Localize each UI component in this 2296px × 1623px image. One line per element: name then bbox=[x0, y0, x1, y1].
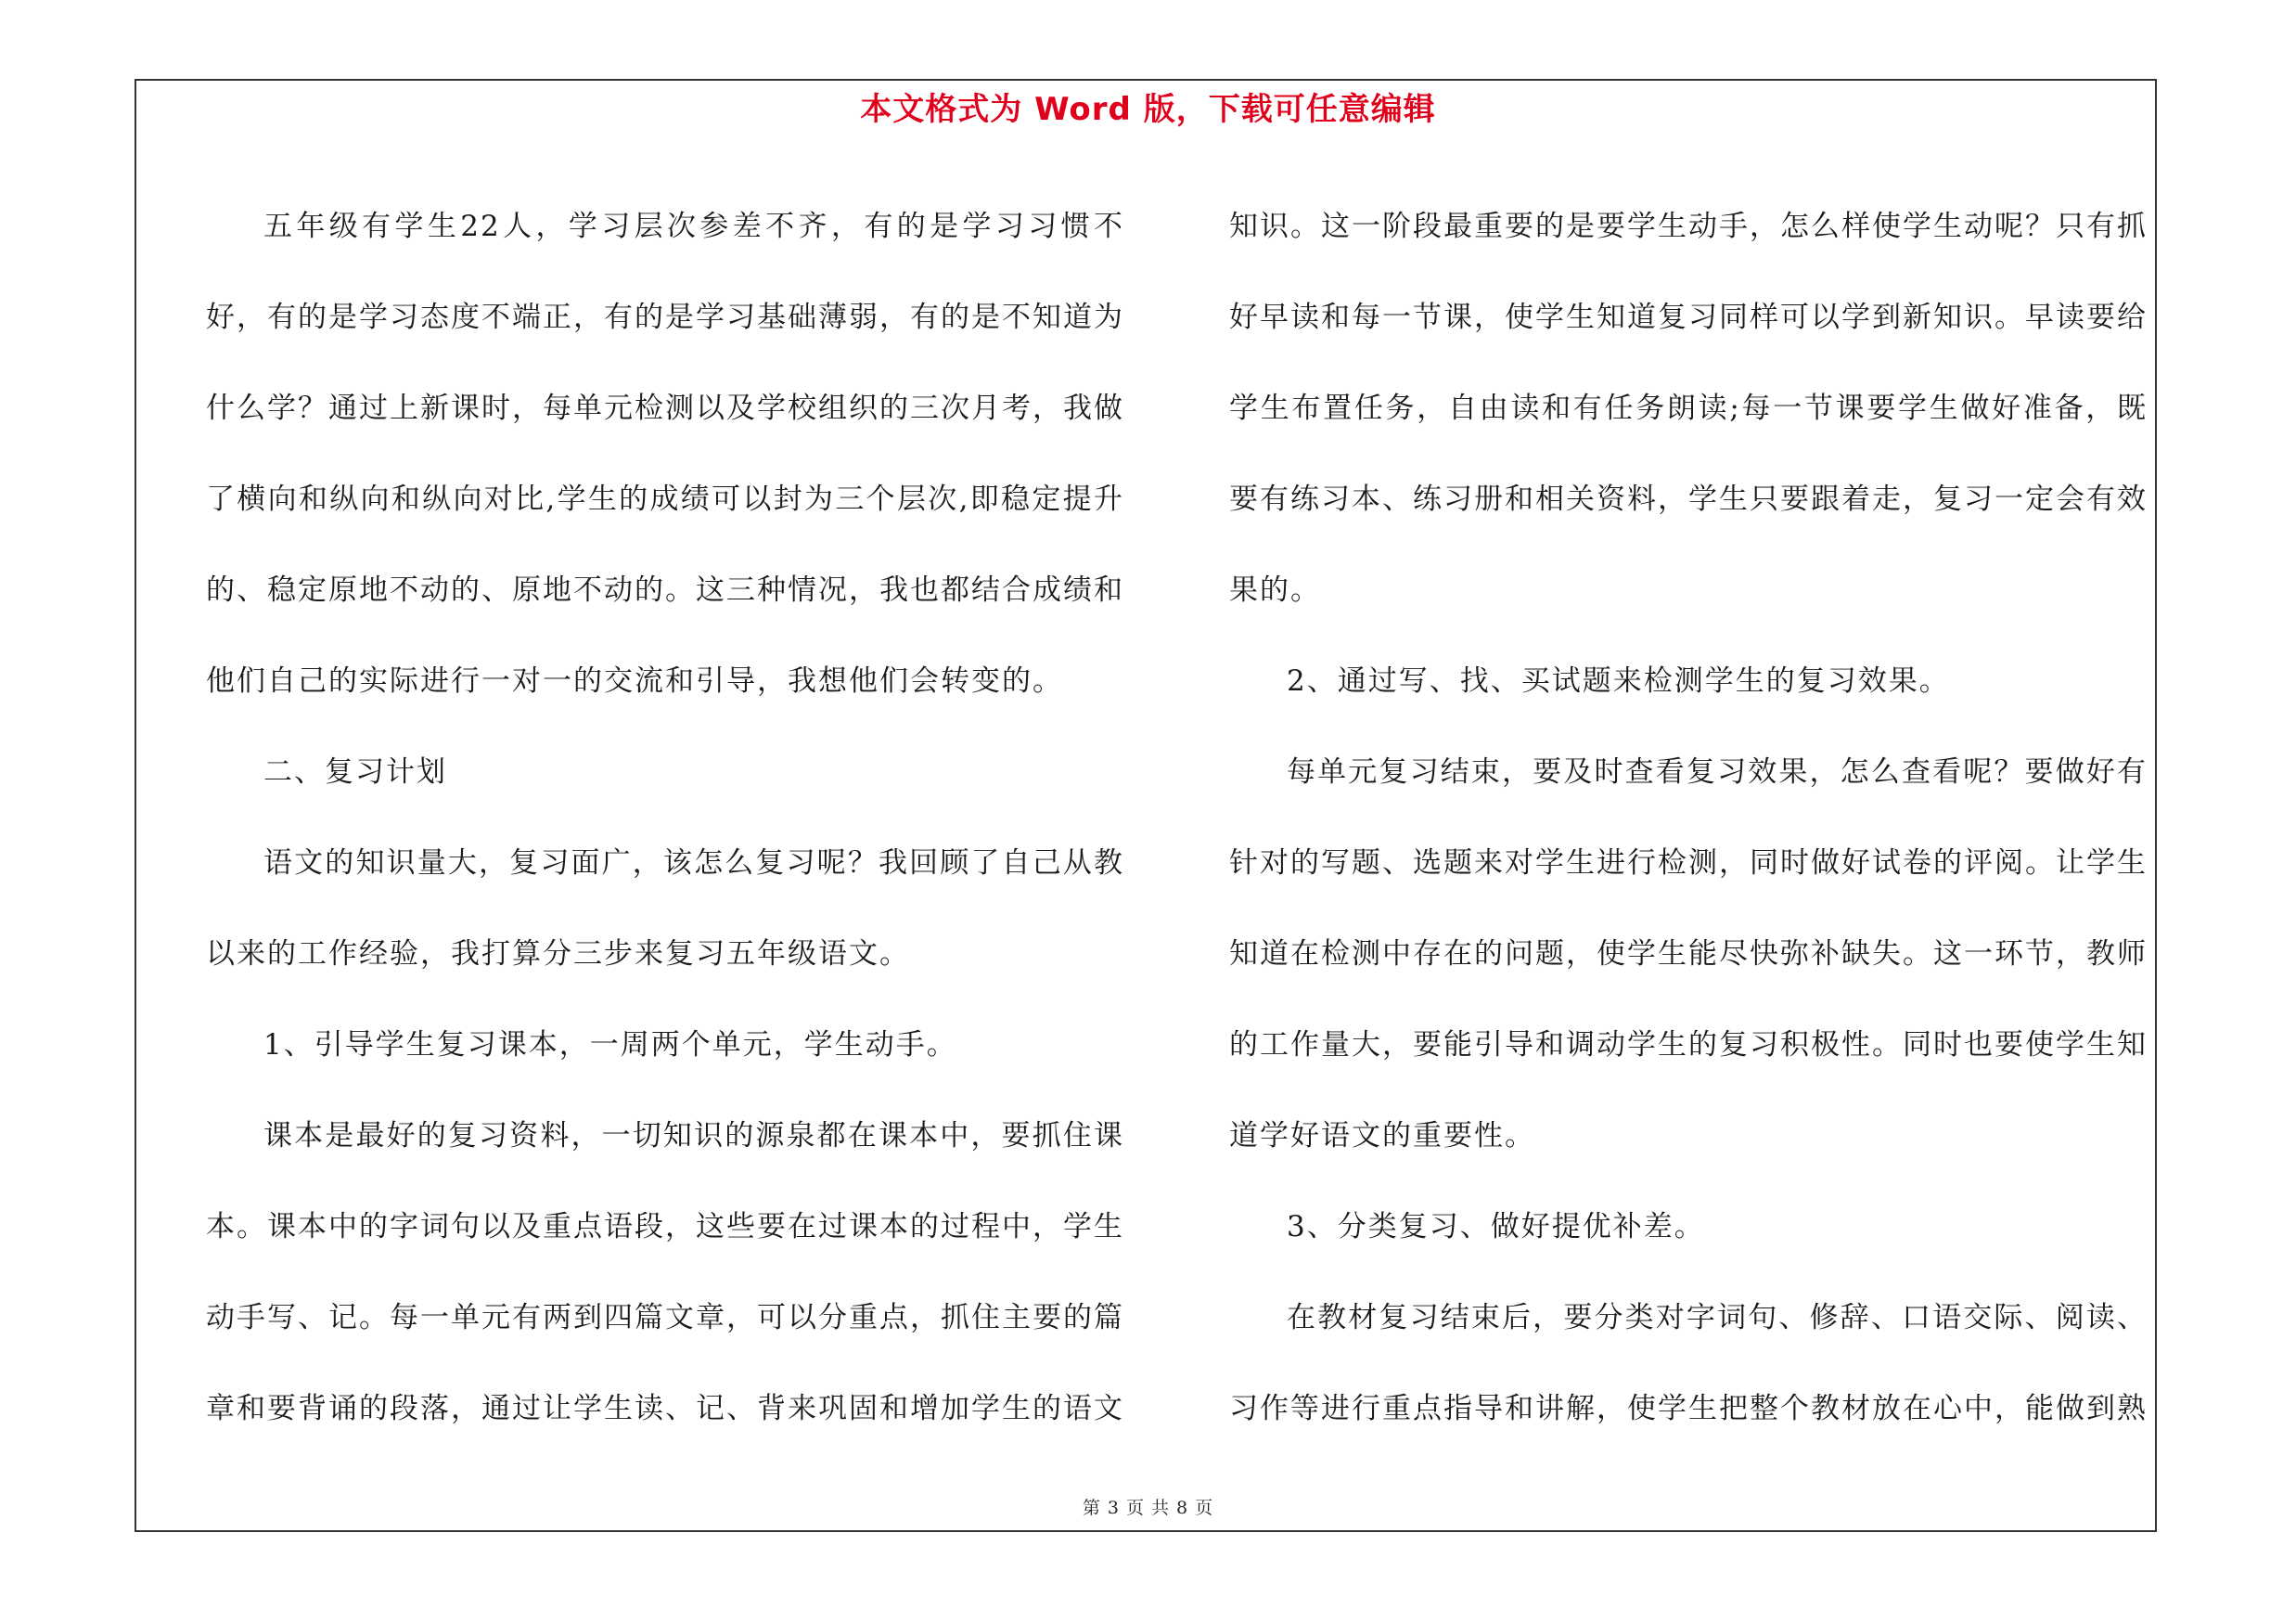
word-format-banner: 本文格式为 Word 版，下载可任意编辑 bbox=[860, 91, 1436, 128]
paragraph-continuation: 知识。这一阶段最重要的是要学生动手，怎么样使学生动呢？只有抓好早读和每一节课，使学生知道复习同样可以学到新知识。早读要给学生布置任务，自由读和有任务朗读;每一节课要学生做好准备，既要有练习本、练习册和相关资料，学生只要跟着走，复习一定会有效果的。 bbox=[1229, 210, 2148, 607]
paragraph: 语文的知识量大，复习面广，该怎么复习呢？我回顾了自己从教以来的工作经验，我打算分三步来复习五年级语文。 bbox=[206, 846, 1124, 971]
step-heading: 3、分类复习、做好提优补差。 bbox=[1287, 1210, 1705, 1243]
left-text-column bbox=[206, 181, 1124, 1454]
step-heading: 2、通过写、找、买试题来检测学生的复习效果。 bbox=[1287, 664, 1950, 698]
section-heading: 二、复习计划 bbox=[263, 755, 447, 789]
page-number-footer: 第 3 页 共 8 页 bbox=[1082, 1498, 1214, 1518]
paragraph: 每单元复习结束，要及时查看复习效果，怎么查看呢？要做好有针对的写题、选题来对学生进行检测，同时做好试卷的评阅。让学生知道在检测中存在的问题，使学生能尽快弥补缺失。这一环节，教师的工作量大，要能引导和调动学生的复习积极性。同时也要使学生知道学好语文的重要性。 bbox=[1229, 755, 2148, 1153]
paragraph: 课本是最好的复习资料，一切知识的源泉都在课本中，要抓住课本。课本中的字词句以及重点语段，这些要在过课本的过程中，学生动手写、记。每一单元有两到四篇文章，可以分重点，抓住主要的篇章和要背诵的段落，通过让学生读、记、背来巩固和增加学生的语文 bbox=[206, 1119, 1124, 1425]
step-heading: 1、引导学生复习课本，一周两个单元，学生动手。 bbox=[263, 1028, 957, 1062]
paragraph: 五年级有学生22人，学习层次参差不齐，有的是学习习惯不好，有的是学习态度不端正，有的是学习基础薄弱，有的是不知道为什么学？通过上新课时，每单元检测以及学校组织的三次月考，我做了横向和纵向和纵向对比,学生的成绩可以封为三个层次,即稳定提升的、稳定原地不动的、原地不动的。这三种情况，我也都结合成绩和他们自己的实际进行一对一的交流和引导，我想他们会转变的。 bbox=[206, 210, 1124, 698]
paragraph: 在教材复习结束后，要分类对字词句、修辞、口语交际、阅读、习作等进行重点指导和讲解，使学生把整个教材放在心中，能做到熟 bbox=[1229, 1301, 2148, 1425]
right-text-column bbox=[1229, 181, 2148, 1454]
